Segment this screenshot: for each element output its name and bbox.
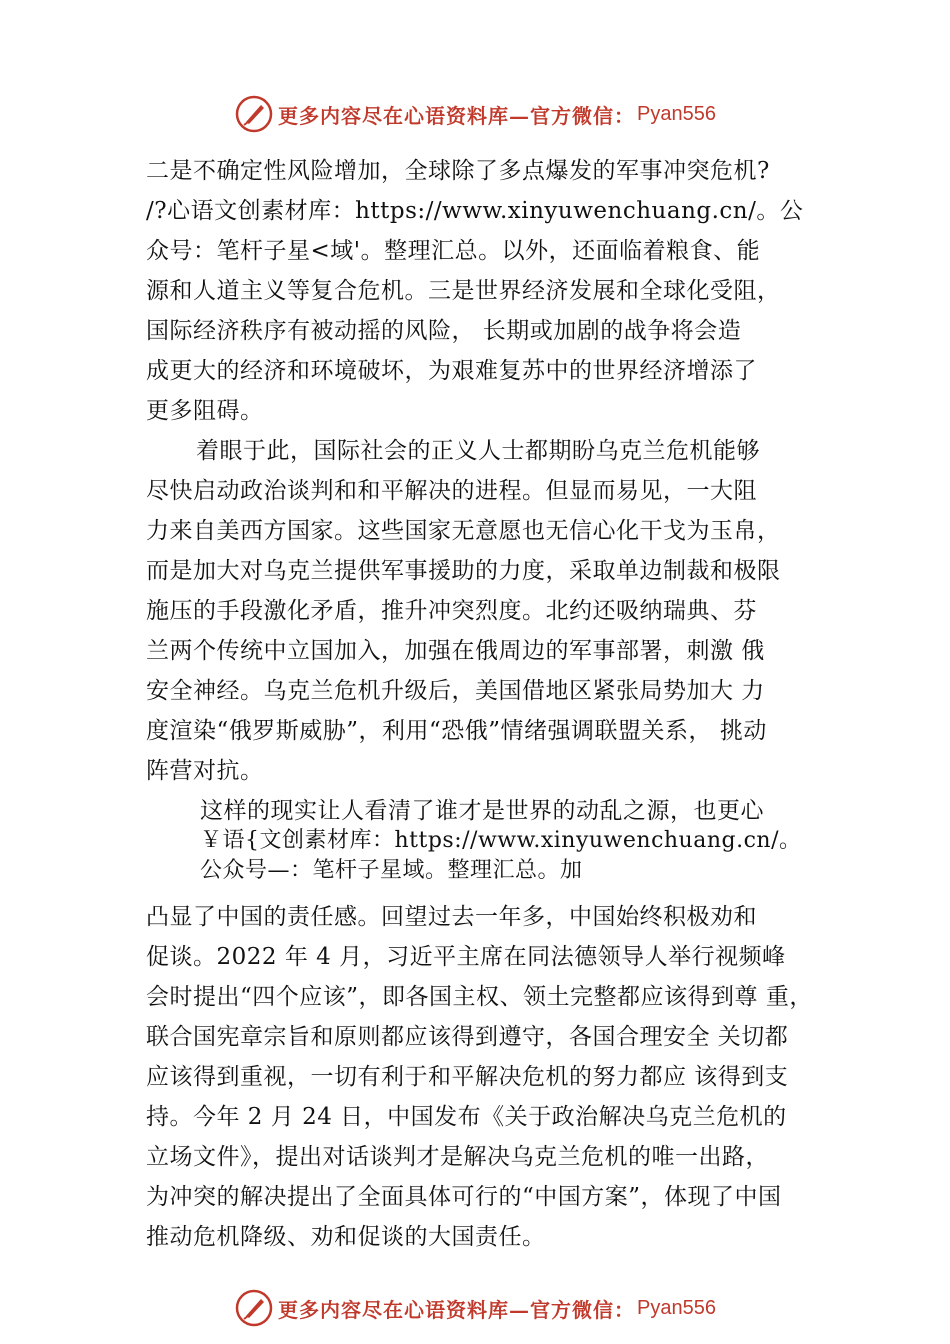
- text-line: 众号：笔杆子星<域'。整理汇总。以外，还面临着粮食、能: [146, 238, 761, 264]
- text-line: 更多阻碍。: [146, 398, 264, 424]
- text-line: 立场文件》，提出对话谈判才是解决乌克兰危机的唯一出路，: [146, 1144, 769, 1170]
- text-line: 度渲染“俄罗斯威胁”，利用“恐俄”情绪强调联盟关系， 挑动: [146, 718, 767, 744]
- text-line: 推动危机降级、劝和促谈的大国责任。: [146, 1224, 546, 1250]
- text-line: 尽快启动政治谈判和和平解决的进程。但显而易见，一大阻: [146, 478, 757, 504]
- footer-banner: [0, 1286, 950, 1330]
- text-line: 力来自美西方国家。这些国家无意愿也无信心化干戈为玉帛，: [146, 518, 781, 544]
- banner-text: 更多内容尽在心语资料库—官方微信：: [278, 103, 636, 128]
- wechat-account: Pyan556: [637, 1296, 716, 1319]
- header-banner: [0, 92, 950, 136]
- text-line: 为冲突的解决提出了全面具体可行的“中国方案”，体现了中国: [146, 1184, 782, 1210]
- text-line: 这样的现实让人看清了谁才是世界的动乱之源，也更心: [200, 798, 764, 824]
- text-line: 成更大的经济和环境破坏，为艰难复苏中的世界经济增添了: [146, 358, 757, 384]
- text-line: 应该得到重视，一切有利于和平解决危机的努力都应 该得到支: [146, 1064, 789, 1090]
- text-line: 会时提出“四个应该”，即各国主权、领土完整都应该得到尊 重，: [146, 984, 813, 1010]
- text-line: 联合国宪章宗旨和原则都应该得到遵守，各国合理安全 关切都: [146, 1024, 789, 1050]
- text-line: 兰两个传统中立国加入，加强在俄周边的军事部署，刺激 俄: [146, 638, 765, 664]
- text-line: 而是加大对乌克兰提供军事援助的力度，采取单边制裁和极限: [146, 558, 781, 584]
- text-line: 施压的手段激化矛盾，推升冲突烈度。北约还吸纳瑞典、芬: [146, 598, 757, 624]
- quill-pen-seal-icon: [234, 94, 274, 134]
- text-line: 凸显了中国的责任感。回望过去一年多，中国始终积极劝和: [146, 904, 757, 930]
- text-line: 安全神经。乌克兰危机升级后，美国借地区紧张局势加大 力: [146, 678, 765, 704]
- text-line: 着眼于此，国际社会的正义人士都期盼乌克兰危机能够: [196, 438, 760, 464]
- quill-pen-seal-icon: [234, 1288, 274, 1328]
- text-line: 二是不确定性风险增加，全球除了多点爆发的军事冲突危机?: [146, 158, 770, 184]
- wechat-account: Pyan556: [637, 102, 716, 125]
- text-line: /?心语文创素材库：https://www.xinyuwenchuang.cn/。公: [146, 198, 804, 224]
- text-line: 持。今年 2 月 24 日，中国发布《关于政治解决乌克兰危机的: [146, 1104, 787, 1130]
- text-line: 促谈。2022 年 4 月，习近平主席在同法德领导人举行视频峰: [146, 944, 786, 970]
- text-line: 国际经济秩序有被动摇的风险， 长期或加剧的战争将会造: [146, 318, 742, 344]
- text-line: 阵营对抗。: [146, 758, 264, 784]
- banner-text: 更多内容尽在心语资料库—官方微信：: [278, 1297, 636, 1322]
- text-line: 源和人道主义等复合危机。三是世界经济发展和全球化受阻，: [146, 278, 781, 304]
- text-line: 公众号—：笔杆子星域。整理汇总。加: [200, 858, 583, 883]
- text-line: ￥语{文创素材库：https://www.xinyuwenchuang.cn/。: [200, 828, 802, 853]
